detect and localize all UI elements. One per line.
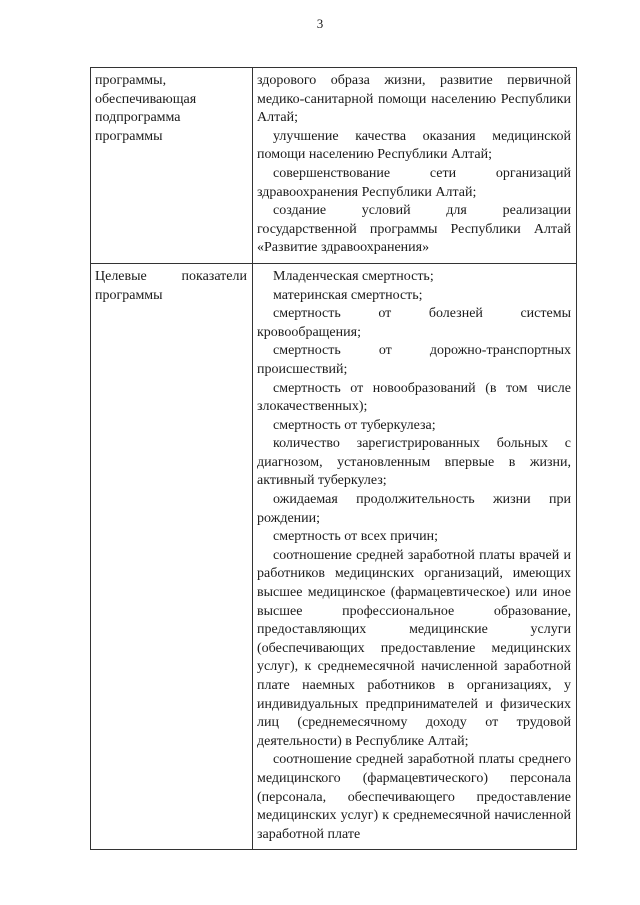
content-paragraph: соотношение средней заработной платы среднего медицинского (фармацевтического) персонала (персонала, обеспечивающего предоставление медицинских услуг) к среднемесячной начисленной заработной плате [257, 752, 571, 842]
page-number: 3 [316, 16, 324, 31]
row-label-line: подпрограмма [95, 110, 181, 126]
passport-table [90, 67, 577, 850]
row-label-cell [91, 68, 253, 264]
content-paragraph: смертность от дорожно-транспортных происшествий; [257, 343, 571, 377]
row-label-line: обеспечивающая [95, 91, 197, 107]
row-label-cell [91, 263, 253, 849]
row-content-cell [253, 68, 577, 264]
content-paragraph: смертность от болезней системы кровообращения; [257, 306, 571, 340]
content-paragraph: Младенческая смертность; [273, 268, 434, 284]
table-row [91, 263, 577, 849]
content-paragraph: здорового образа жизни, развитие первичной медико-санитарной помощи населению Республики Алтай; [257, 73, 571, 126]
row-content-cell [253, 263, 577, 849]
content-paragraph: смертность от всех причин; [273, 529, 439, 545]
content-paragraph: улучшение качества оказания медицинской помощи населению Республики Алтай; [257, 128, 571, 163]
content-paragraph: смертность от туберкулеза; [273, 417, 436, 433]
row-label-line: Целевые показатели [95, 268, 247, 284]
content-paragraph: материнская смертность; [273, 287, 423, 303]
content-paragraph: ожидаемая продолжительность жизни при рождении; [257, 492, 571, 526]
content-paragraph: создание условий для реализации государственной программы Республики Алтай «Развитие здравоохранения» [257, 203, 571, 256]
content-paragraph: смертность от новообразований (в том числе злокачественных); [257, 380, 571, 415]
content-paragraph: количество зарегистрированных больных с диагнозом, установленным впервые в жизни, активный туберкулез; [257, 436, 571, 489]
row-label-line: программы [95, 128, 163, 144]
table-row [91, 68, 577, 264]
content-paragraph: соотношение средней заработной платы врачей и работников медицинских организаций, имеющих высшее медицинское (фармацевтическое) или иное высшее профессиональное образование, предоставляющих медицинские услуги (обеспечивающих предоставление медицинских услуг), к среднемесячной начисленной заработной плате наемных работников в организациях, у индивидуальных предпринимателей и физических лиц (среднемесячному доходу от трудовой деятельности) в Республике Алтай; [257, 547, 571, 749]
content-paragraph: совершенствование сети организаций здравоохранения Республики Алтай; [257, 165, 571, 200]
row-label-line: программы, [95, 73, 167, 88]
row-label-line: программы [95, 287, 163, 303]
